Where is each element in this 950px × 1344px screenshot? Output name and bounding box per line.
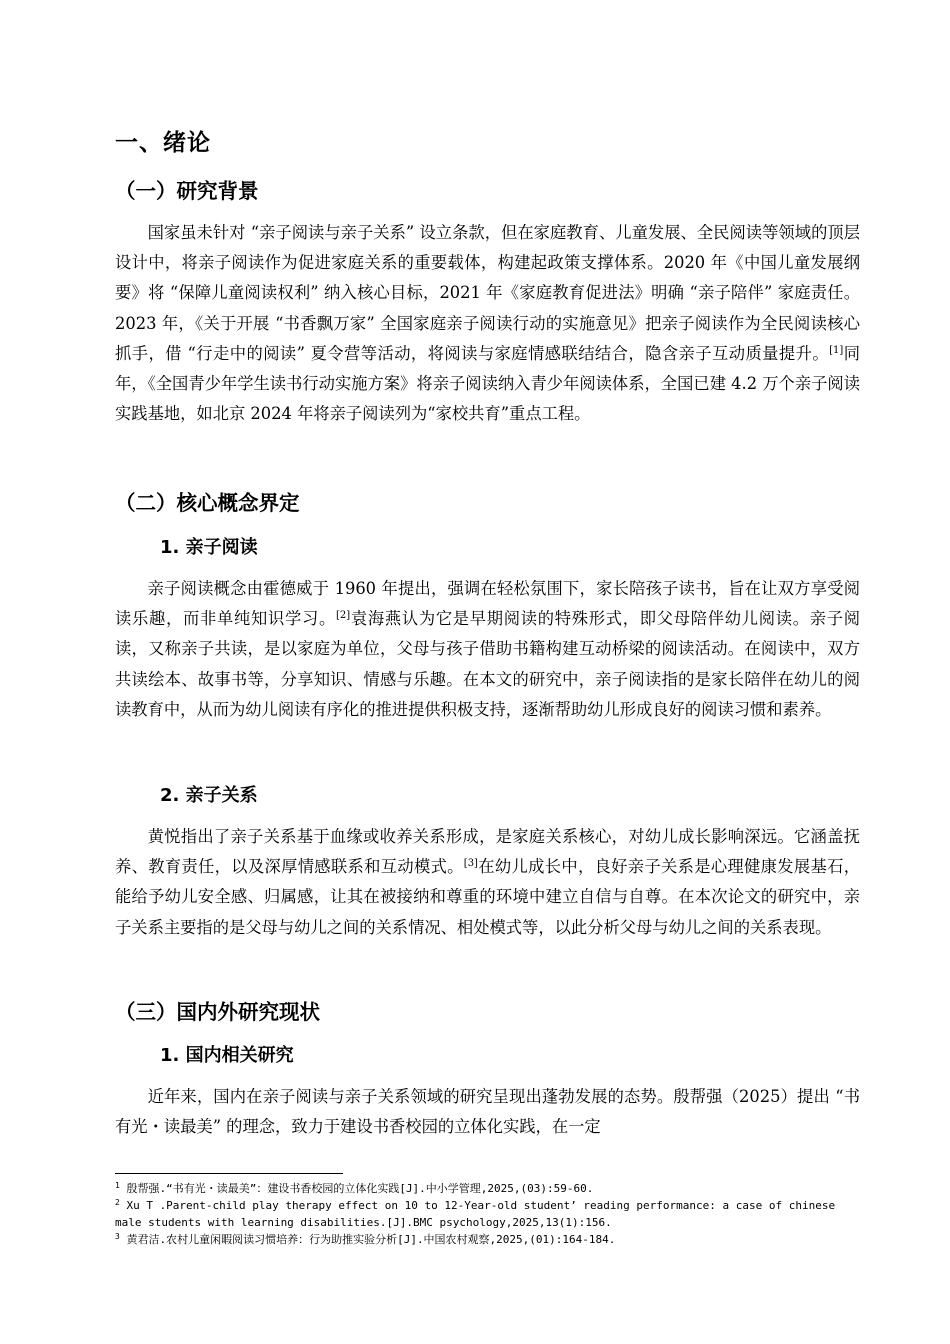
footnote-3 [115, 1231, 860, 1248]
subheading-parent-child-reading: 1. 亲子阅读 [160, 537, 258, 558]
footnote-1 [115, 1180, 860, 1197]
footnote-mark: 2 [115, 1198, 120, 1207]
text-run: 在幼儿成长中，良好亲子关系是心理健康发展基石，能给予幼儿安全感、归属感，让其在被接纳和尊重的环境中建立自信与自尊。在本次论文的研究中，亲子关系主要指的是父母与幼儿之间的关系情况、相处模式等，以此分析父母与幼儿之间的关系表现。 [115, 857, 860, 937]
subheading-domestic-research: 1. 国内相关研究 [160, 1045, 294, 1066]
paragraph-domestic-research: 近年来，国内在亲子阅读与亲子关系领域的研究呈现出蓬勃发展的态势。殷帮强（2025）提出 “书有光・读最美” 的理念，致力于建设书香校园的立体化实践，在一定 [115, 1087, 860, 1137]
chapter-title: 一、绪论 [115, 130, 211, 156]
footnote-divider [115, 1173, 343, 1174]
text-run: 同年，《全国青少年学生读书行动实施方案》将亲子阅读纳入青少年阅读体系，全国已建 4.2 万个亲子阅读实践基地，如北京 2024 年将亲子阅读列为“家校共育”重点工程。 [115, 343, 860, 424]
footnote-text: 殷帮强.“书有光・读最美”：建设书香校园的立体化实践[J].中小学管理,2025,(03):59-60. [119, 1182, 594, 1195]
footnote-mark: 1 [115, 1181, 120, 1190]
footnote-text: 黄君洁.农村儿童闲暇阅读习惯培养：行为助推实验分析[J].中国农村观察,2025,(01):164-184. [119, 1233, 616, 1246]
footnote-text: Xu T .Parent-child play therapy effect on 10 to 12-Year-old student’ reading performance: a case of chinese male students with learning disabilities.[J].BMC psychology,2025,13(1):156. [115, 1199, 836, 1229]
footnote-2 [115, 1197, 860, 1231]
section-heading-core-concepts: （二）核心概念界定 [115, 491, 300, 515]
citation-3: [3] [463, 858, 478, 870]
subheading-parent-child-relationship: 2. 亲子关系 [160, 785, 258, 806]
text-run: 黄悦指出了亲子关系基于血缘或收养关系形成，是家庭关系核心，对幼儿成长影响深远。它涵盖抚养、教育责任，以及深厚情感联系和互动模式。 [115, 827, 860, 877]
section-heading-research-status: （三）国内外研究现状 [115, 1000, 320, 1024]
text-run: 国家虽未针对 “亲子阅读与亲子关系” 设立条款，但在家庭教育、儿童发展、全民阅读等领域的顶层设计中，将亲子阅读作为促进家庭关系的重要载体，构建起政策支撑体系。2020 年《中国儿童发展纲要》将 “保障儿童阅读权利” 纳入核心目标，2021 年《家庭教育促进法》明确 “亲子陪伴” 家庭责任。2023 年，《关于开展 “书香飘万家” 全国家庭亲子阅读行动的实施意见》把亲子阅读作为全民阅读核心抓手，借 “行走中的阅读” 夏令营等活动，将阅读与家庭情感联结结合，隐含亲子互动质量提升。 [115, 223, 860, 363]
footnotes [115, 1180, 860, 1248]
citation-1: [1] [829, 344, 844, 356]
paragraph-parent-child-relationship [115, 822, 860, 943]
section-heading-research-background: （一）研究背景 [115, 179, 259, 203]
text-run: 袁海燕认为它是早期阅读的特殊形式，即父母陪伴幼儿阅读。亲子阅读，又称亲子共读，是以家庭为单位，父母与孩子借助书籍构建互动桥梁的阅读活动。在阅读中，双方共读绘本、故事书等，分享知识、情感与乐趣。在本文的研究中，亲子阅读指的是家长陪伴在幼儿的阅读教育中，从而为幼儿阅读有序化的推进提供积极支持，逐渐帮助幼儿形成良好的阅读习惯和素养。 [115, 609, 860, 719]
footnote-mark: 3 [115, 1232, 120, 1241]
text-run: 亲子阅读概念由霍德威于 1960 年提出，强调在轻松氛围下，家长陪孩子读书，旨在让双方享受阅读乐趣，而非单纯知识学习。 [115, 579, 860, 629]
citation-2: [2] [335, 610, 351, 622]
paragraph-research-background [115, 218, 860, 429]
paragraph-parent-child-reading [115, 574, 860, 725]
